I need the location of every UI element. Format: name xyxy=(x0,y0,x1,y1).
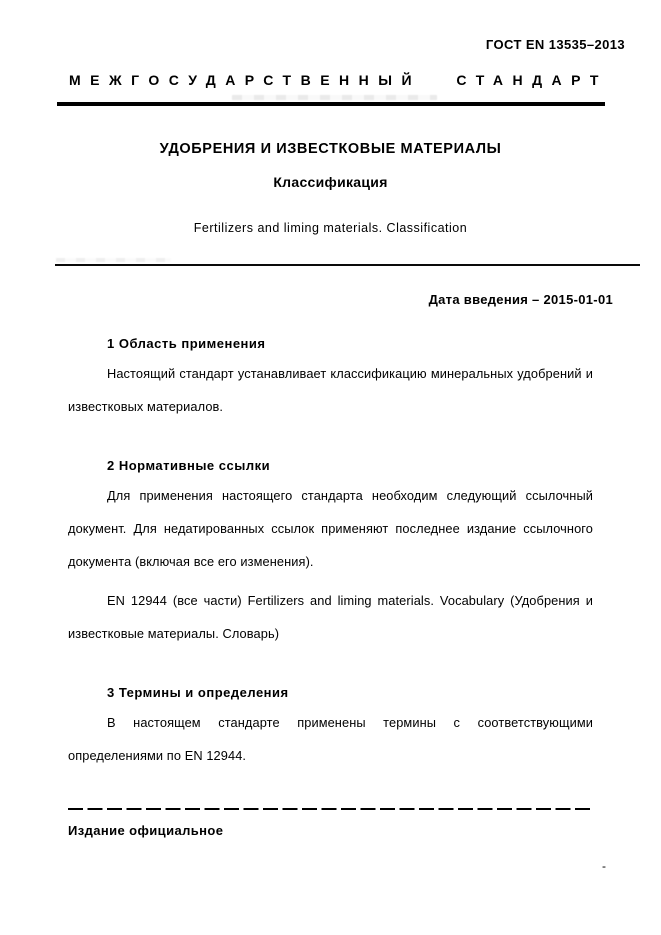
paragraph-line: Для применения настоящего стандарта необходим следующий ссылочный xyxy=(107,488,593,503)
paragraph xyxy=(68,479,593,578)
footer-divider-dashed xyxy=(68,808,593,810)
paragraph-line: EN 12944 (все части) Fertilizers and liming materials. Vocabulary (Удобрения и xyxy=(107,593,593,608)
document-title-ru: УДОБРЕНИЯ И ИЗВЕСТКОВЫЕ МАТЕРИАЛЫ xyxy=(159,140,502,157)
paragraph xyxy=(68,584,593,650)
section xyxy=(68,686,593,772)
page-number-dash: - xyxy=(602,859,606,873)
paragraph-line: определениями по EN 12944. xyxy=(68,748,247,763)
paragraph-line: документ. Для недатированных ссылок применяют последнее издание ссылочного xyxy=(68,521,593,536)
document-subtitle-ru: Классификация xyxy=(273,173,388,190)
standard-code: ГОСТ EN 13535–2013 xyxy=(485,37,625,52)
official-edition-label: Издание официальное xyxy=(68,823,224,838)
standard-kind-label: МЕЖГОСУДАРСТВЕННЫЙ СТАНДАРТ xyxy=(69,72,608,88)
section xyxy=(68,337,593,423)
section-heading: 3 Термины и определения xyxy=(107,685,289,700)
section-heading: 2 Нормативные ссылки xyxy=(107,458,271,473)
paragraph-line: В настоящем стандарте применены термины с соответствующими xyxy=(107,715,593,730)
paragraph-line: документа (включая все его изменения). xyxy=(68,554,314,569)
paragraph-line: известковых материалов. xyxy=(68,399,224,414)
paragraph-line: Настоящий стандарт устанавливает классификацию минеральных удобрений и xyxy=(107,366,593,381)
document-title-en: Fertilizers and liming materials. Classification xyxy=(193,220,468,235)
effective-date: Дата введения – 2015-01-01 xyxy=(428,292,613,307)
paragraph-line: известковые материалы. Словарь) xyxy=(68,626,280,641)
title-divider-thin xyxy=(55,264,640,267)
header-divider-thick xyxy=(57,102,605,106)
paragraph xyxy=(68,357,593,423)
section xyxy=(68,459,593,650)
paragraph xyxy=(68,706,593,772)
section-heading: 1 Область применения xyxy=(107,336,266,351)
sections xyxy=(68,337,593,772)
